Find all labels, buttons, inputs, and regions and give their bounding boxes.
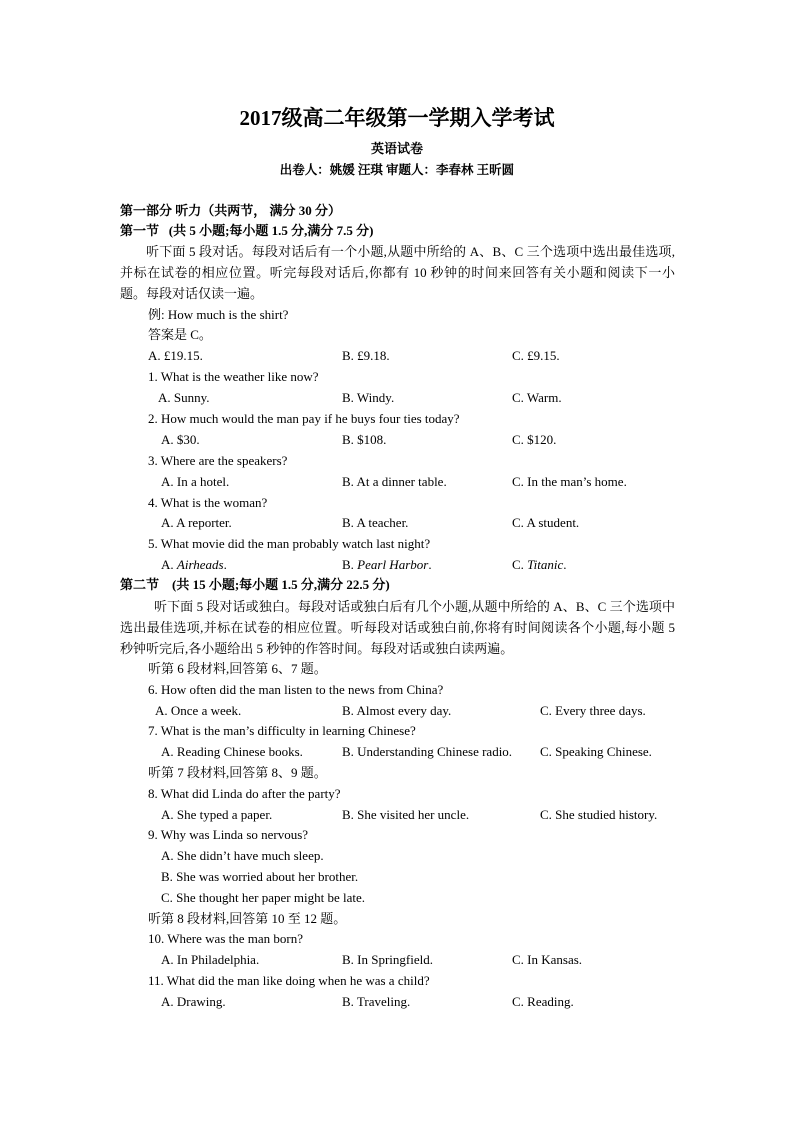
- q1-option-b: B. Windy.: [342, 390, 395, 405]
- question-1: 1. What is the weather like now?: [148, 369, 319, 384]
- q9-option-a: A. She didn’t have much sleep.: [161, 848, 324, 863]
- q11-option-c: C. Reading.: [512, 994, 574, 1009]
- question-2: 2. How much would the man pay if he buys four ties today?: [148, 411, 460, 426]
- q9-option-b: B. She was worried about her brother.: [161, 869, 359, 884]
- example-option-a: A. £19.15.: [148, 348, 203, 363]
- q3-option-a: A. In a hotel.: [161, 474, 230, 489]
- section1-heading: [120, 222, 374, 240]
- q6-option-c: C. Every three days.: [540, 703, 646, 718]
- example-question: 例: How much is the shirt?: [148, 307, 289, 322]
- q5-option-a: A. Airheads.: [161, 557, 227, 572]
- q8-option-a: A. She typed a paper.: [161, 807, 273, 822]
- material-7-note: 听第 7 段材料,回答第 8、9 题。: [148, 765, 327, 780]
- section1-desc: (共 5 小题;每小题 1.5 分,满分 7.5 分): [168, 223, 374, 238]
- example-option-b: B. £9.18.: [342, 348, 390, 363]
- material-8-note: 听第 8 段材料,回答第 10 至 12 题。: [148, 911, 347, 926]
- example-option-c: C. £9.15.: [512, 348, 560, 363]
- example-answer: 答案是 C。: [148, 327, 212, 342]
- q5-option-b: B. Pearl Harbor.: [342, 557, 432, 572]
- q10-option-c: C. In Kansas.: [512, 952, 583, 967]
- q10-option-a: A. In Philadelphia.: [161, 952, 260, 967]
- q11-option-a: A. Drawing.: [161, 994, 226, 1009]
- question-6: 6. How often did the man listen to the news from China?: [148, 682, 444, 697]
- question-5: 5. What movie did the man probably watch last night?: [148, 536, 431, 551]
- q8-option-b: B. She visited her uncle.: [342, 807, 470, 822]
- q2-option-b: B. $108.: [342, 432, 387, 447]
- q1-option-c: C. Warm.: [512, 390, 562, 405]
- question-8: 8. What did Linda do after the party?: [148, 786, 341, 801]
- q6-option-a: A. Once a week.: [155, 703, 242, 718]
- q7-option-a: A. Reading Chinese books.: [161, 744, 303, 759]
- q7-option-c: C. Speaking Chinese.: [540, 744, 652, 759]
- question-10: 10. Where was the man born?: [148, 931, 303, 946]
- question-7: 7. What is the man’s difficulty in learning Chinese?: [148, 723, 416, 738]
- q11-option-b: B. Traveling.: [342, 994, 411, 1009]
- exam-authors: 出卷人：姚媛 汪琪 审题人：李春林 王昕圆: [279, 163, 515, 177]
- q6-option-b: B. Almost every day.: [342, 703, 452, 718]
- section2-instructions: 听下面 5 段对话或独白。每段对话或独白后有几个小题,从题中所给的 A、B、C 三个选项中选出最佳选项,并标在试卷的相应位置。听每段对话或独白前,你将有时间阅读各个小题,每小题 5 秒钟听完后,各小题给出 5 秒钟的作答时间。每段对话或独白读两遍。: [120, 599, 675, 656]
- q4-option-b: B. A teacher.: [342, 515, 409, 530]
- question-3: 3. Where are the speakers?: [148, 453, 288, 468]
- section1-instructions: 听下面 5 段对话。每段对话后有一个小题,从题中所给的 A、B、C 三个选项中选出最佳选项,并标在试卷的相应位置。听完每段对话后,你都有 10 秒钟的时间来回答有关小题和阅读下一小题。每段对话仅读一遍。: [120, 244, 675, 301]
- q2-option-c: C. $120.: [512, 432, 557, 447]
- question-4: 4. What is the woman?: [148, 495, 268, 510]
- q9-option-c: C. She thought her paper might be late.: [161, 890, 365, 905]
- q5-option-c: C. Titanic.: [512, 557, 567, 572]
- q7-option-b: B. Understanding Chinese radio.: [342, 744, 513, 759]
- q4-option-a: A. A reporter.: [161, 515, 232, 530]
- q3-option-b: B. At a dinner table.: [342, 474, 447, 489]
- part1-heading: 第一部分 听力（共两节， 满分 30 分）: [120, 203, 342, 218]
- material-6-note: 听第 6 段材料,回答第 6、7 题。: [148, 661, 327, 676]
- section2-heading: [120, 576, 390, 594]
- question-9: 9. Why was Linda so nervous?: [148, 827, 309, 842]
- question-11: 11. What did the man like doing when he was a child?: [148, 973, 430, 988]
- exam-subject: 英语试卷: [370, 141, 423, 156]
- q2-option-a: A. $30.: [161, 432, 200, 447]
- q10-option-b: B. In Springfield.: [342, 952, 433, 967]
- q8-option-c: C. She studied history.: [540, 807, 658, 822]
- section1-label: 第一节: [120, 223, 160, 238]
- q1-option-a: A. Sunny.: [158, 390, 210, 405]
- q4-option-c: C. A student.: [512, 515, 580, 530]
- exam-title: 2017级高二年级第一学期入学考试: [239, 106, 555, 130]
- section2-label: 第二节: [120, 577, 160, 592]
- q3-option-c: C. In the man’s home.: [512, 474, 627, 489]
- section2-desc: (共 15 小题;每小题 1.5 分,满分 22.5 分): [172, 577, 390, 592]
